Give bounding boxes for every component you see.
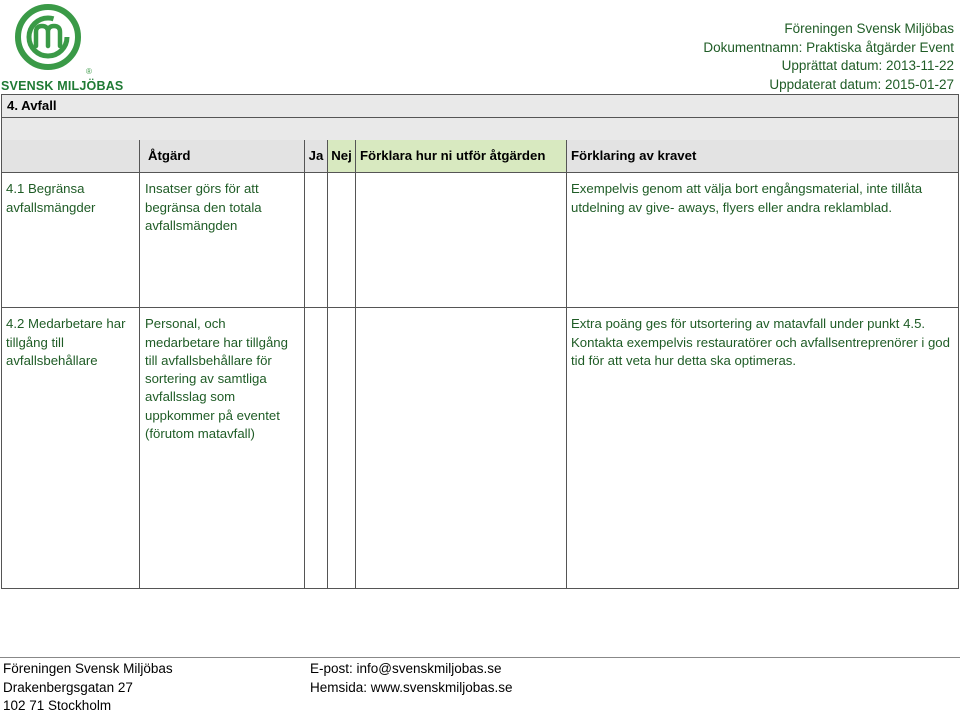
row-ja-cell[interactable]	[305, 308, 328, 589]
header-created-date: Upprättat datum: 2013-11-22	[781, 58, 954, 73]
row-action: Personal, och medarbetare har tillgång till avfallsbehållare för sortering av samtliga avfallsslag som uppkommer på eventet (förutom matavfall)	[140, 308, 305, 589]
row-explain-cell[interactable]	[356, 173, 567, 308]
row-requirement: Exempelvis genom att välja bort engångsmaterial, inte tillåta utdelning av give- aways, flyers eller andra reklamblad.	[567, 173, 959, 308]
footer-contact	[310, 660, 513, 697]
footer-divider	[0, 657, 960, 658]
table-row	[2, 308, 959, 589]
header-ja: Ja	[305, 140, 328, 173]
row-title: 4.1 Begränsa avfallsmängder	[2, 173, 140, 308]
row-explain-cell[interactable]	[356, 308, 567, 589]
logo-swirl-icon	[14, 2, 98, 80]
table-header-row	[2, 140, 959, 173]
header-forklaring-kravet: Förklaring av kravet	[567, 140, 959, 173]
logo-brand-text: SVENSK MILJÖBAS	[1, 79, 124, 93]
document-header	[703, 20, 954, 94]
footer-postal: 102 71 Stockholm	[3, 698, 112, 713]
section-spacer	[2, 118, 959, 141]
table-row	[2, 173, 959, 308]
section-spacer-row	[2, 118, 959, 141]
row-ja-cell[interactable]	[305, 173, 328, 308]
header-empty-cell	[2, 140, 140, 173]
svensk-miljobas-logo	[0, 0, 124, 95]
footer-website[interactable]: Hemsida: www.svenskmiljobas.se	[310, 679, 513, 695]
footer-address	[3, 660, 173, 716]
header-atgard: Åtgärd	[140, 140, 305, 173]
row-action: Insatser görs för att begränsa den totala avfallsmängden	[140, 173, 305, 308]
section-title: 4. Avfall	[2, 95, 959, 118]
footer-street: Drakenbergsgatan 27	[3, 679, 133, 695]
header-org: Föreningen Svensk Miljöbas	[784, 21, 954, 36]
row-requirement: Extra poäng ges för utsortering av matavfall under punkt 4.5. Kontakta exempelvis restauratörer och avfallsentreprenörer i god tid för att veta hur detta ska optimeras.	[567, 308, 959, 589]
footer-org: Föreningen Svensk Miljöbas	[3, 661, 173, 676]
footer-email[interactable]: E-post: info@svenskmiljobas.se	[310, 661, 502, 676]
section-row	[2, 95, 959, 118]
row-nej-cell[interactable]	[328, 173, 356, 308]
row-nej-cell[interactable]	[328, 308, 356, 589]
header-document-name: Dokumentnamn: Praktiska åtgärder Event	[703, 39, 954, 55]
row-title: 4.2 Medarbetare har tillgång till avfallsbehållare	[2, 308, 140, 589]
header-nej: Nej	[328, 140, 356, 173]
header-forklara: Förklara hur ni utför åtgärden	[356, 140, 567, 173]
registered-mark: ®	[86, 67, 92, 76]
measures-table	[1, 94, 959, 589]
header-updated-date: Uppdaterat datum: 2015-01-27	[769, 76, 954, 92]
